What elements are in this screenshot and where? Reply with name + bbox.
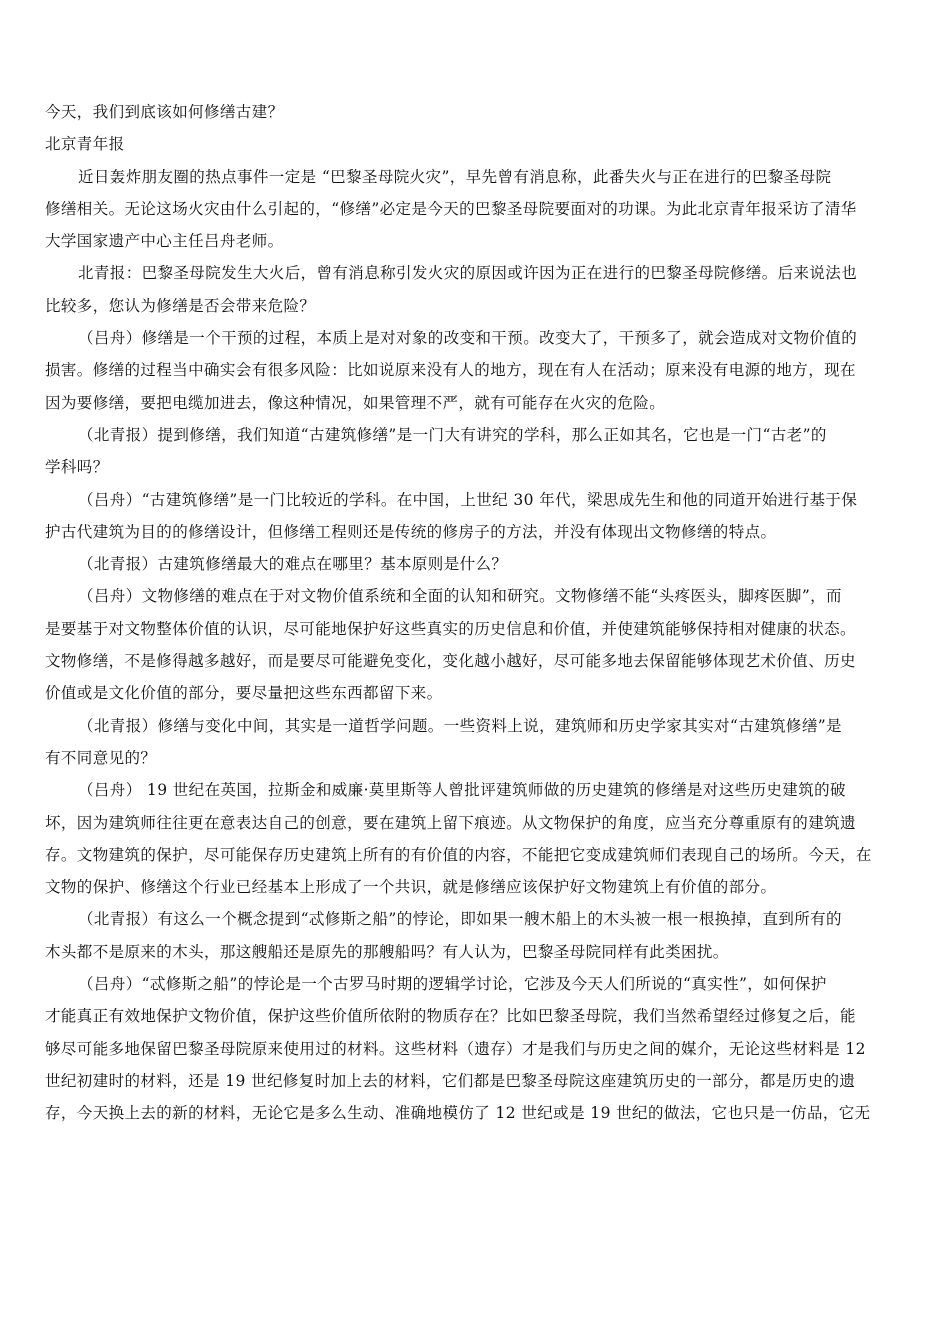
paragraph-line: （吕舟） 19 世纪在英国，拉斯金和威廉·莫里斯等人曾批评建筑师做的历史建筑的修缮是对这些历史建筑的破 [78, 781, 846, 800]
paragraph-line: 存。文物建筑的保护，尽可能保存历史建筑上所有的有价值的内容，不能把它变成建筑师们表现自己的场所。今天，在 [45, 845, 872, 864]
paragraph-line: 价值或是文化价值的部分，要尽量把这些东西都留下来。 [45, 684, 443, 703]
paragraph-line: （吕舟）“古建筑修缮”是一门比较近的学科。在中国，上世纪 30 年代，梁思成先生和他的同道开始进行基于保 [78, 490, 858, 509]
paragraph-line: （北青报）有这么一个概念提到“忒修斯之船”的悖论，即如果一艘木船上的木头被一根一根换掉，直到所有的 [78, 910, 842, 929]
paragraph [45, 548, 907, 580]
paragraph-line: （北青报）古建筑修缮最大的难点在哪里？基本原则是什么？ [78, 555, 508, 574]
paragraph-line: 存，今天换上去的新的材料，无论它是多么生动、准确地模仿了 12 世纪或是 19 世纪的做法，它也只是一仿品，它无 [45, 1104, 871, 1123]
article-source: 北京青年报 [45, 135, 125, 154]
paragraph-line: 文物修缮，不是修得越多越好，而是要尽可能避免变化，变化越小越好，尽可能多地去保留能够体现艺术价值、历史 [45, 652, 856, 671]
paragraph-line: 比较多，您认为修缮是否会带来危险？ [45, 296, 316, 315]
paragraph-line: 木头都不是原来的木头，那这艘船还是原先的那艘船吗？有人认为，巴黎圣母院同样有此类困扰。 [45, 942, 729, 961]
article-paragraphs [45, 161, 907, 1130]
paragraph-line: 世纪初建时的材料，还是 19 世纪修复时加上去的材料，它们都是巴黎圣母院这座建筑历史的一部分，都是历史的遗 [45, 1071, 856, 1090]
paragraph-line: （吕舟）“忒修斯之船”的悖论是一个古罗马时期的逻辑学讨论，它涉及今天人们所说的“真实性”，如何保护 [78, 975, 827, 994]
paragraph [45, 484, 907, 549]
paragraph [45, 774, 907, 903]
paragraph-line: 才能真正有效地保护文物价值，保护这些价值所依附的物质存在？比如巴黎圣母院，我们当然希望经过修复之后，能 [45, 1007, 856, 1026]
paragraph [45, 903, 907, 968]
paragraph-line: 是要基于对文物整体价值的认识，尽可能地保护好这些真实的历史信息和价值，并使建筑能够保持相对健康的状态。 [45, 619, 856, 638]
paragraph-line: 坏，因为建筑师往往更在意表达自己的创意，要在建筑上留下痕迹。从文物保护的角度，应当充分尊重原有的建筑遗 [45, 813, 856, 832]
paragraph-line: 护古代建筑为目的的修缮设计，但修缮工程则还是传统的修房子的方法，并没有体现出文物修缮的特点。 [45, 522, 777, 541]
paragraph [45, 257, 907, 322]
article-title: 今天，我们到底该如何修缮古建？ [45, 103, 284, 121]
paragraph-line: 够尽可能多地保留巴黎圣母院原来使用过的材料。这些材料（遗存）才是我们与历史之间的媒介，无论这些材料是 12 [45, 1039, 866, 1058]
paragraph-line: 文物的保护、修缮这个行业已经基本上形成了一个共识，就是修缮应该保护好文物建筑上有价值的部分。 [45, 878, 777, 897]
paragraph-line: （北青报）提到修缮，我们知道“古建筑修缮”是一门大有讲究的学科，那么正如其名，它也是一门“古老”的 [78, 425, 827, 444]
paragraph-line: 修缮相关。无论这场火灾由什么引起的，“修缮”必定是今天的巴黎圣母院要面对的功课。为此北京青年报采访了清华 [45, 199, 857, 218]
paragraph-line: 损害。修缮的过程当中确实会有很多风险：比如说原来没有人的地方，现在有人在活动；原来没有电源的地方，现在 [45, 361, 856, 380]
paragraph-line: 北青报：巴黎圣母院发生大火后，曾有消息称引发火灾的原因或许因为正在进行的巴黎圣母院修缮。后来说法也 [78, 264, 858, 283]
paragraph-line: （吕舟）文物修缮的难点在于对文物价值系统和全面的认知和研究。文物修缮不能“头疼医头，脚疼医脚”，而 [78, 587, 842, 606]
paragraph-line: 近日轰炸朋友圈的热点事件一定是 “巴黎圣母院火灾”，早先曾有消息称，此番失火与正在进行的巴黎圣母院 [78, 167, 832, 186]
paragraph-line: （北青报）修缮与变化中间，其实是一道哲学问题。一些资料上说，建筑师和历史学家其实对“古建筑修缮”是 [78, 716, 842, 735]
article-body [45, 96, 907, 1130]
paragraph [45, 161, 907, 258]
paragraph-line: （吕舟）修缮是一个干预的过程，本质上是对对象的改变和干预。改变大了，干预多了，就会造成对文物价值的 [78, 329, 858, 348]
paragraph-line: 学科吗？ [45, 458, 109, 477]
paragraph [45, 419, 907, 484]
paragraph-line: 大学国家遗产中心主任吕舟老师。 [45, 232, 284, 251]
paragraph [45, 968, 907, 1129]
paragraph-line: 有不同意见的？ [45, 748, 157, 767]
paragraph-line: 因为要修缮，要把电缆加进去，像这种情况，如果管理不严，就有可能存在火灾的危险。 [45, 393, 666, 412]
paragraph [45, 710, 907, 775]
paragraph [45, 322, 907, 419]
paragraph [45, 580, 907, 709]
